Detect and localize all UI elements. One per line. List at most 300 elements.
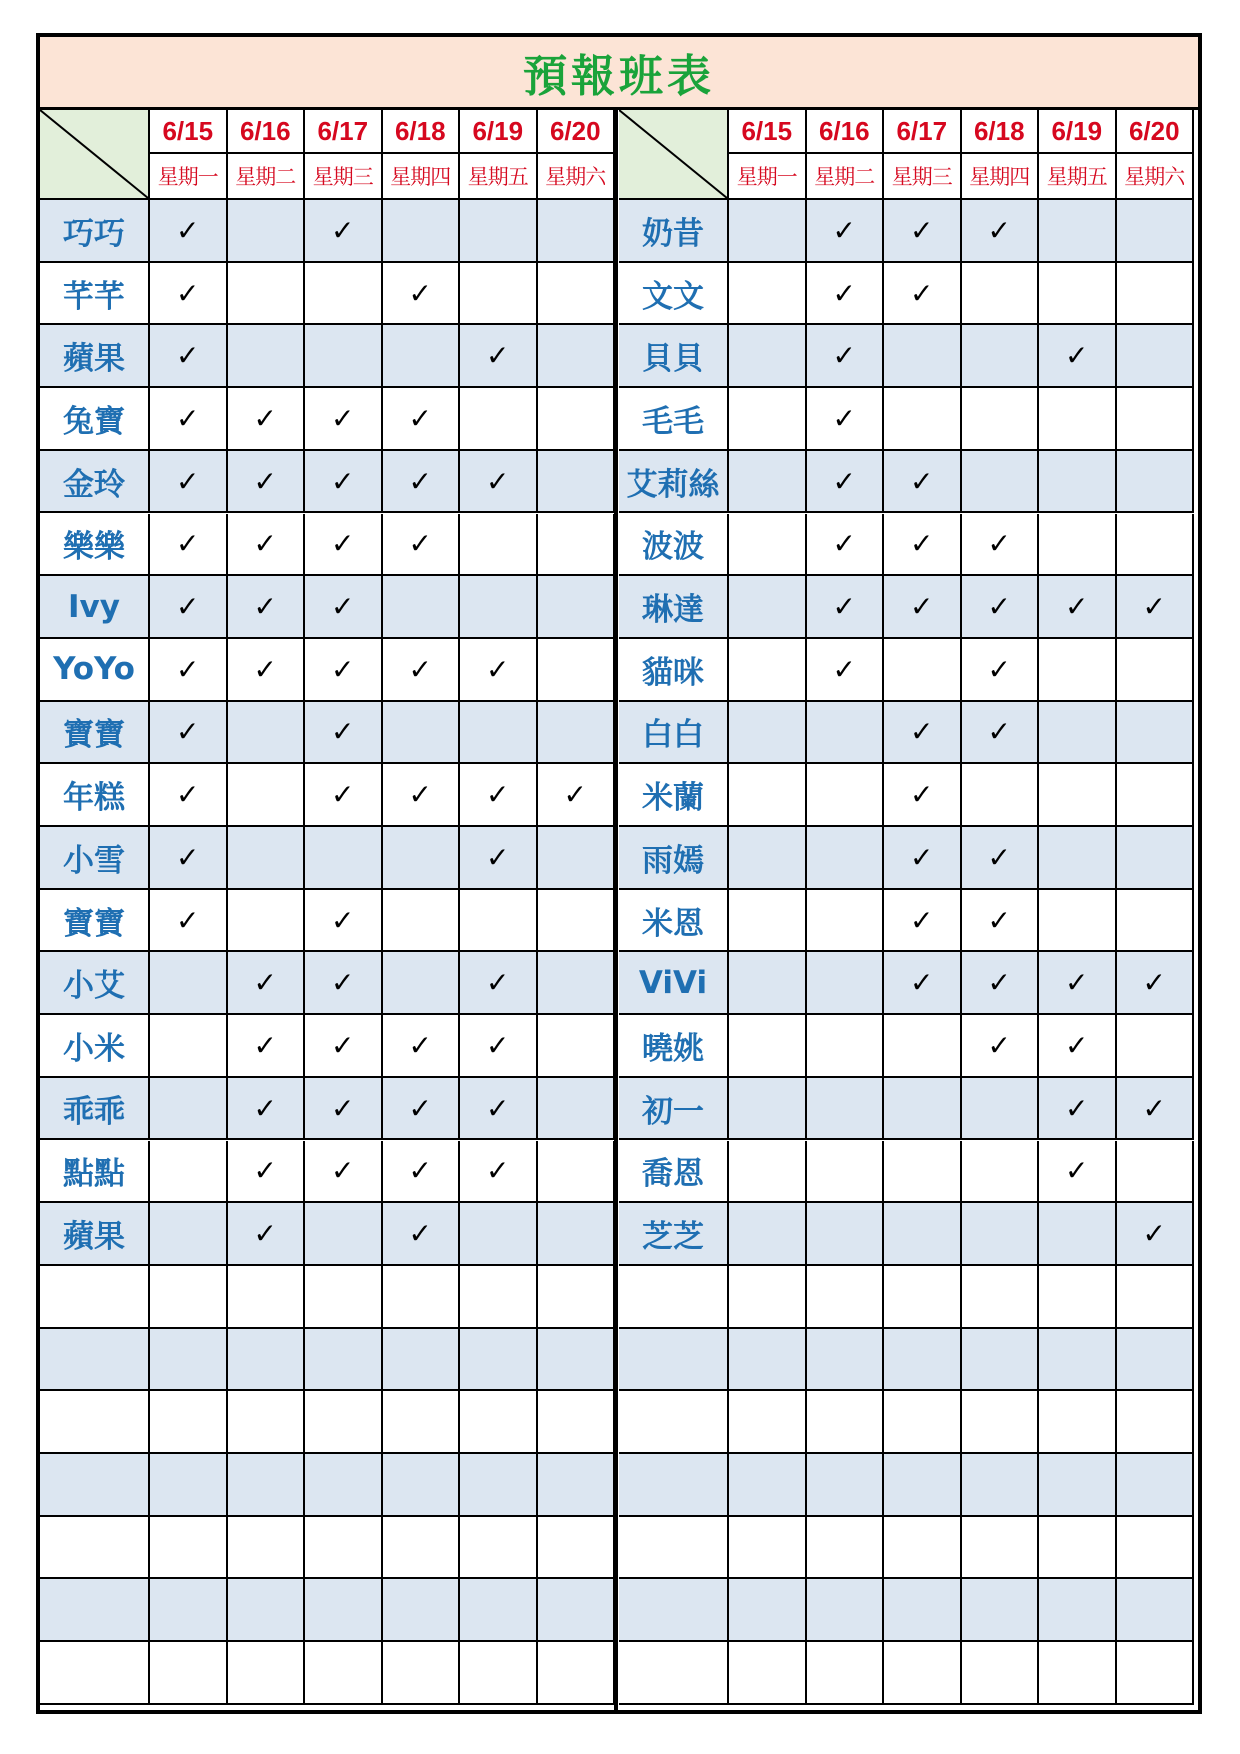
left-day-cell bbox=[383, 702, 461, 765]
right-day-cell bbox=[1039, 1642, 1117, 1705]
left-day-cell bbox=[383, 451, 461, 514]
right-name-cell bbox=[619, 1141, 729, 1204]
member-name: 寶寶 bbox=[63, 905, 125, 942]
left-name-cell bbox=[40, 702, 150, 765]
left-day-cell bbox=[383, 1454, 461, 1517]
left-day-cell bbox=[228, 1015, 306, 1078]
right-day-cell bbox=[1117, 1078, 1195, 1141]
check-mark-icon: ✓ bbox=[910, 276, 934, 310]
left-weekday-header bbox=[460, 154, 538, 200]
weekday-label: 星期三 bbox=[312, 165, 373, 189]
right-day-cell bbox=[884, 1141, 962, 1204]
left-day-cell bbox=[460, 1141, 538, 1204]
left-day-cell bbox=[538, 1517, 616, 1580]
left-name-cell bbox=[40, 1391, 150, 1454]
right-date-header bbox=[729, 110, 807, 154]
left-day-cell bbox=[228, 514, 306, 577]
left-day-cell bbox=[150, 1391, 228, 1454]
weekday-label: 星期五 bbox=[467, 165, 528, 189]
left-day-cell bbox=[305, 952, 383, 1015]
left-day-cell bbox=[383, 514, 461, 577]
check-mark-icon: ✓ bbox=[176, 652, 200, 686]
right-day-cell bbox=[962, 576, 1040, 639]
left-day-cell bbox=[150, 1078, 228, 1141]
left-name-cell bbox=[40, 827, 150, 890]
right-day-cell bbox=[962, 451, 1040, 514]
left-date-header bbox=[150, 110, 228, 154]
left-date-header bbox=[460, 110, 538, 154]
right-day-cell bbox=[807, 1141, 885, 1204]
right-day-cell bbox=[807, 639, 885, 702]
left-day-cell bbox=[538, 1141, 616, 1204]
weekday-label: 星期三 bbox=[891, 165, 952, 189]
right-day-cell bbox=[1039, 702, 1117, 765]
member-name: 奶昔 bbox=[642, 215, 704, 252]
check-mark-icon: ✓ bbox=[408, 464, 432, 498]
check-mark-icon: ✓ bbox=[331, 1154, 355, 1188]
right-name-cell bbox=[619, 952, 729, 1015]
left-day-cell bbox=[460, 1391, 538, 1454]
check-mark-icon: ✓ bbox=[331, 590, 355, 624]
right-day-cell bbox=[807, 200, 885, 263]
left-day-cell bbox=[150, 388, 228, 451]
left-date-header bbox=[538, 110, 616, 154]
right-name-cell bbox=[619, 890, 729, 953]
right-day-cell bbox=[1039, 1454, 1117, 1517]
right-weekday-header bbox=[962, 154, 1040, 200]
right-day-cell bbox=[1117, 1642, 1195, 1705]
left-name-cell bbox=[40, 1329, 150, 1392]
left-name-cell bbox=[40, 1203, 150, 1266]
left-day-cell bbox=[305, 1266, 383, 1329]
check-mark-icon: ✓ bbox=[832, 213, 856, 247]
left-day-cell bbox=[538, 1579, 616, 1642]
right-day-cell bbox=[729, 1203, 807, 1266]
left-day-cell bbox=[150, 1015, 228, 1078]
member-name: 寶寶 bbox=[63, 717, 125, 754]
check-mark-icon: ✓ bbox=[408, 652, 432, 686]
right-day-cell bbox=[884, 1579, 962, 1642]
check-mark-icon: ✓ bbox=[987, 1028, 1011, 1062]
left-name-cell bbox=[40, 451, 150, 514]
member-name: 白白 bbox=[642, 717, 704, 754]
right-name-cell bbox=[619, 1642, 729, 1705]
right-day-cell bbox=[962, 200, 1040, 263]
left-day-cell bbox=[383, 388, 461, 451]
check-mark-icon: ✓ bbox=[176, 903, 200, 937]
right-day-cell bbox=[1117, 576, 1195, 639]
right-day-cell bbox=[1039, 1141, 1117, 1204]
right-day-cell bbox=[729, 325, 807, 388]
left-day-cell bbox=[383, 890, 461, 953]
left-day-cell bbox=[150, 952, 228, 1015]
check-mark-icon: ✓ bbox=[176, 840, 200, 874]
member-name: 波波 bbox=[642, 529, 704, 566]
member-name: 毛毛 bbox=[642, 403, 704, 440]
right-day-cell bbox=[807, 1078, 885, 1141]
left-day-cell bbox=[150, 200, 228, 263]
check-mark-icon: ✓ bbox=[832, 652, 856, 686]
left-name-cell bbox=[40, 388, 150, 451]
check-mark-icon: ✓ bbox=[176, 339, 200, 373]
left-day-cell bbox=[460, 263, 538, 326]
right-day-cell bbox=[729, 388, 807, 451]
member-name: ViVi bbox=[638, 964, 708, 1001]
right-day-cell bbox=[962, 514, 1040, 577]
right-corner-header bbox=[619, 110, 729, 200]
left-day-cell bbox=[305, 1391, 383, 1454]
right-day-cell bbox=[1039, 325, 1117, 388]
right-day-cell bbox=[729, 639, 807, 702]
left-day-cell bbox=[150, 514, 228, 577]
right-name-cell bbox=[619, 325, 729, 388]
check-mark-icon: ✓ bbox=[1065, 1028, 1089, 1062]
right-day-cell bbox=[1117, 764, 1195, 827]
check-mark-icon: ✓ bbox=[176, 213, 200, 247]
right-day-cell bbox=[1117, 702, 1195, 765]
left-day-cell bbox=[305, 1141, 383, 1204]
left-day-cell bbox=[383, 639, 461, 702]
check-mark-icon: ✓ bbox=[486, 652, 510, 686]
left-day-cell bbox=[538, 451, 616, 514]
left-day-cell bbox=[460, 764, 538, 827]
date-label: 6/18 bbox=[394, 115, 446, 146]
right-day-cell bbox=[962, 1454, 1040, 1517]
right-day-cell bbox=[729, 1078, 807, 1141]
check-mark-icon: ✓ bbox=[910, 213, 934, 247]
check-mark-icon: ✓ bbox=[832, 527, 856, 561]
left-day-cell bbox=[305, 1454, 383, 1517]
left-day-cell bbox=[150, 1203, 228, 1266]
right-day-cell bbox=[1117, 1329, 1195, 1392]
left-day-cell bbox=[305, 1642, 383, 1705]
left-day-cell bbox=[460, 388, 538, 451]
right-weekday-header bbox=[729, 154, 807, 200]
right-name-cell bbox=[619, 1579, 729, 1642]
right-day-cell bbox=[807, 514, 885, 577]
check-mark-icon: ✓ bbox=[563, 778, 587, 812]
right-day-cell bbox=[884, 1015, 962, 1078]
right-day-cell bbox=[807, 576, 885, 639]
left-day-cell bbox=[538, 1642, 616, 1705]
date-label: 6/20 bbox=[1128, 115, 1180, 146]
right-day-cell bbox=[1117, 200, 1195, 263]
left-day-cell bbox=[305, 576, 383, 639]
member-name: 巧巧 bbox=[63, 215, 125, 252]
member-name: 點點 bbox=[63, 1156, 125, 1193]
date-label: 6/20 bbox=[549, 115, 601, 146]
left-day-cell bbox=[460, 890, 538, 953]
right-day-cell bbox=[962, 1642, 1040, 1705]
left-day-cell bbox=[383, 263, 461, 326]
right-name-cell bbox=[619, 263, 729, 326]
member-name: 小艾 bbox=[63, 968, 125, 1005]
right-name-cell bbox=[619, 451, 729, 514]
left-day-cell bbox=[383, 827, 461, 890]
left-day-cell bbox=[150, 702, 228, 765]
left-day-cell bbox=[383, 1015, 461, 1078]
right-name-cell bbox=[619, 1266, 729, 1329]
left-day-cell bbox=[383, 1141, 461, 1204]
left-day-cell bbox=[538, 514, 616, 577]
right-day-cell bbox=[1039, 576, 1117, 639]
left-name-cell bbox=[40, 1579, 150, 1642]
member-name: 曉姚 bbox=[642, 1030, 704, 1067]
left-date-header bbox=[305, 110, 383, 154]
left-day-cell bbox=[228, 1517, 306, 1580]
left-day-cell bbox=[460, 639, 538, 702]
right-day-cell bbox=[729, 1517, 807, 1580]
check-mark-icon: ✓ bbox=[486, 339, 510, 373]
right-day-cell bbox=[884, 576, 962, 639]
right-name-cell bbox=[619, 1203, 729, 1266]
left-day-cell bbox=[228, 1454, 306, 1517]
left-day-cell bbox=[150, 451, 228, 514]
date-label: 6/15 bbox=[162, 115, 214, 146]
right-day-cell bbox=[807, 1329, 885, 1392]
left-day-cell bbox=[538, 1078, 616, 1141]
right-name-cell bbox=[619, 827, 729, 890]
left-name-cell bbox=[40, 576, 150, 639]
check-mark-icon: ✓ bbox=[987, 590, 1011, 624]
weekday-label: 星期六 bbox=[1124, 165, 1185, 189]
left-day-cell bbox=[460, 952, 538, 1015]
weekday-label: 星期一 bbox=[736, 165, 797, 189]
left-day-cell bbox=[460, 325, 538, 388]
check-mark-icon: ✓ bbox=[486, 1028, 510, 1062]
right-day-cell bbox=[962, 1579, 1040, 1642]
left-day-cell bbox=[460, 1203, 538, 1266]
right-day-cell bbox=[884, 1454, 962, 1517]
check-mark-icon: ✓ bbox=[910, 715, 934, 749]
right-day-cell bbox=[729, 1015, 807, 1078]
right-day-cell bbox=[1117, 1015, 1195, 1078]
right-date-header bbox=[884, 110, 962, 154]
left-corner-header bbox=[40, 110, 150, 200]
left-weekday-header bbox=[383, 154, 461, 200]
left-day-cell bbox=[538, 325, 616, 388]
right-day-cell bbox=[884, 952, 962, 1015]
member-name: 米蘭 bbox=[642, 780, 704, 817]
right-day-cell bbox=[1117, 1454, 1195, 1517]
right-day-cell bbox=[884, 639, 962, 702]
check-mark-icon: ✓ bbox=[832, 590, 856, 624]
left-day-cell bbox=[538, 200, 616, 263]
check-mark-icon: ✓ bbox=[331, 464, 355, 498]
member-name: 年糕 bbox=[63, 780, 125, 817]
check-mark-icon: ✓ bbox=[910, 903, 934, 937]
check-mark-icon: ✓ bbox=[910, 527, 934, 561]
left-day-cell bbox=[305, 890, 383, 953]
check-mark-icon: ✓ bbox=[1065, 1154, 1089, 1188]
right-day-cell bbox=[884, 764, 962, 827]
check-mark-icon: ✓ bbox=[331, 527, 355, 561]
left-day-cell bbox=[150, 1517, 228, 1580]
left-day-cell bbox=[538, 1391, 616, 1454]
right-date-header bbox=[1117, 110, 1195, 154]
check-mark-icon: ✓ bbox=[987, 903, 1011, 937]
member-name: 芊芊 bbox=[63, 278, 125, 315]
left-day-cell bbox=[460, 1015, 538, 1078]
member-name: 米恩 bbox=[642, 905, 704, 942]
left-day-cell bbox=[150, 576, 228, 639]
left-day-cell bbox=[538, 388, 616, 451]
left-day-cell bbox=[150, 1266, 228, 1329]
left-day-cell bbox=[228, 764, 306, 827]
member-name: 蘋果 bbox=[63, 341, 125, 378]
check-mark-icon: ✓ bbox=[176, 401, 200, 435]
check-mark-icon: ✓ bbox=[987, 715, 1011, 749]
member-name: 艾莉絲 bbox=[626, 466, 720, 503]
right-day-cell bbox=[884, 1517, 962, 1580]
right-day-cell bbox=[1117, 451, 1195, 514]
left-day-cell bbox=[150, 325, 228, 388]
right-day-cell bbox=[884, 200, 962, 263]
right-day-cell bbox=[1039, 1203, 1117, 1266]
left-day-cell bbox=[460, 1579, 538, 1642]
right-day-cell bbox=[729, 263, 807, 326]
right-day-cell bbox=[884, 1329, 962, 1392]
left-day-cell bbox=[538, 702, 616, 765]
right-day-cell bbox=[1039, 1391, 1117, 1454]
check-mark-icon: ✓ bbox=[910, 840, 934, 874]
check-mark-icon: ✓ bbox=[253, 1217, 277, 1251]
left-name-cell bbox=[40, 263, 150, 326]
left-day-cell bbox=[305, 200, 383, 263]
left-day-cell bbox=[228, 1642, 306, 1705]
right-day-cell bbox=[962, 1203, 1040, 1266]
right-day-cell bbox=[807, 1266, 885, 1329]
check-mark-icon: ✓ bbox=[987, 840, 1011, 874]
right-day-cell bbox=[962, 1015, 1040, 1078]
right-day-cell bbox=[962, 325, 1040, 388]
member-name: YoYo bbox=[53, 651, 135, 688]
right-day-cell bbox=[1117, 639, 1195, 702]
left-day-cell bbox=[383, 1579, 461, 1642]
check-mark-icon: ✓ bbox=[331, 778, 355, 812]
left-day-cell bbox=[538, 576, 616, 639]
left-day-cell bbox=[538, 764, 616, 827]
right-day-cell bbox=[1117, 827, 1195, 890]
right-date-header bbox=[1039, 110, 1117, 154]
left-day-cell bbox=[538, 263, 616, 326]
left-name-cell bbox=[40, 890, 150, 953]
check-mark-icon: ✓ bbox=[331, 213, 355, 247]
right-day-cell bbox=[1039, 764, 1117, 827]
left-name-cell bbox=[40, 1015, 150, 1078]
right-day-cell bbox=[1117, 514, 1195, 577]
left-day-cell bbox=[383, 1329, 461, 1392]
right-day-cell bbox=[962, 1517, 1040, 1580]
left-weekday-header bbox=[228, 154, 306, 200]
right-day-cell bbox=[1039, 1517, 1117, 1580]
right-name-cell bbox=[619, 764, 729, 827]
left-day-cell bbox=[305, 827, 383, 890]
check-mark-icon: ✓ bbox=[408, 527, 432, 561]
left-day-cell bbox=[383, 1203, 461, 1266]
right-day-cell bbox=[884, 890, 962, 953]
right-name-cell bbox=[619, 200, 729, 263]
left-name-cell bbox=[40, 639, 150, 702]
left-day-cell bbox=[305, 1329, 383, 1392]
right-name-cell bbox=[619, 1329, 729, 1392]
member-name: 文文 bbox=[642, 278, 704, 315]
check-mark-icon: ✓ bbox=[253, 464, 277, 498]
left-day-cell bbox=[150, 827, 228, 890]
left-name-cell bbox=[40, 1266, 150, 1329]
left-day-cell bbox=[228, 388, 306, 451]
left-day-cell bbox=[460, 200, 538, 263]
left-day-cell bbox=[228, 1579, 306, 1642]
check-mark-icon: ✓ bbox=[486, 1091, 510, 1125]
left-day-cell bbox=[305, 1579, 383, 1642]
member-name: 喬恩 bbox=[642, 1156, 704, 1193]
check-mark-icon: ✓ bbox=[176, 778, 200, 812]
right-day-cell bbox=[729, 514, 807, 577]
weekday-label: 星期六 bbox=[545, 165, 606, 189]
right-name-cell bbox=[619, 388, 729, 451]
left-day-cell bbox=[150, 764, 228, 827]
check-mark-icon: ✓ bbox=[408, 1091, 432, 1125]
right-day-cell bbox=[962, 263, 1040, 326]
left-day-cell bbox=[228, 1329, 306, 1392]
left-name-cell bbox=[40, 1454, 150, 1517]
left-day-cell bbox=[383, 952, 461, 1015]
left-day-cell bbox=[460, 1266, 538, 1329]
left-day-cell bbox=[383, 200, 461, 263]
right-day-cell bbox=[1117, 388, 1195, 451]
check-mark-icon: ✓ bbox=[331, 715, 355, 749]
right-day-cell bbox=[807, 890, 885, 953]
left-day-cell bbox=[150, 890, 228, 953]
check-mark-icon: ✓ bbox=[486, 1154, 510, 1188]
left-name-cell bbox=[40, 1141, 150, 1204]
date-label: 6/17 bbox=[317, 115, 369, 146]
check-mark-icon: ✓ bbox=[486, 840, 510, 874]
right-day-cell bbox=[807, 1517, 885, 1580]
right-name-cell bbox=[619, 514, 729, 577]
check-mark-icon: ✓ bbox=[176, 715, 200, 749]
member-name: 樂樂 bbox=[63, 529, 125, 566]
left-weekday-header bbox=[305, 154, 383, 200]
left-day-cell bbox=[460, 1329, 538, 1392]
right-day-cell bbox=[962, 1391, 1040, 1454]
right-day-cell bbox=[884, 263, 962, 326]
check-mark-icon: ✓ bbox=[1142, 966, 1166, 1000]
right-day-cell bbox=[1117, 1266, 1195, 1329]
left-day-cell bbox=[460, 702, 538, 765]
check-mark-icon: ✓ bbox=[1142, 590, 1166, 624]
left-day-cell bbox=[228, 200, 306, 263]
check-mark-icon: ✓ bbox=[253, 652, 277, 686]
right-name-cell bbox=[619, 1517, 729, 1580]
left-day-cell bbox=[228, 1266, 306, 1329]
right-day-cell bbox=[729, 451, 807, 514]
left-day-cell bbox=[150, 1141, 228, 1204]
left-day-cell bbox=[383, 325, 461, 388]
right-day-cell bbox=[1039, 1329, 1117, 1392]
weekday-label: 星期五 bbox=[1046, 165, 1107, 189]
member-name: 兔寶 bbox=[63, 403, 125, 440]
right-day-cell bbox=[729, 1391, 807, 1454]
left-day-cell bbox=[538, 827, 616, 890]
right-weekday-header bbox=[1039, 154, 1117, 200]
left-day-cell bbox=[305, 263, 383, 326]
right-day-cell bbox=[807, 263, 885, 326]
left-day-cell bbox=[538, 1015, 616, 1078]
left-name-cell bbox=[40, 764, 150, 827]
right-weekday-header bbox=[884, 154, 962, 200]
